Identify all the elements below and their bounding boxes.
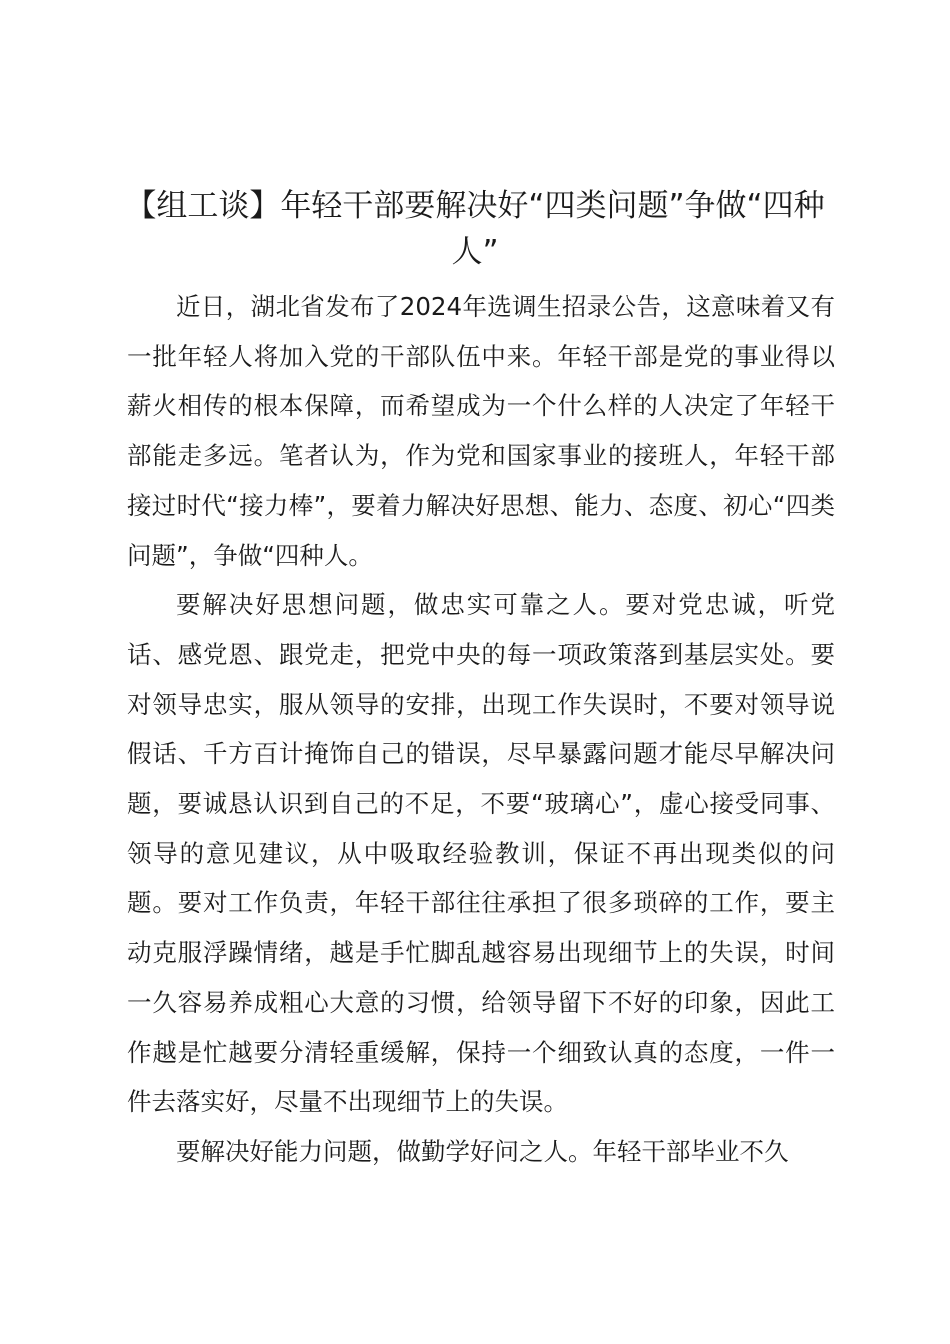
paragraph-intro: 近日，湖北省发布了2024年选调生招录公告，这意味着又有一批年轻人将加入党的干部队伍中来。年轻干部是党的事业得以薪火相传的根本保障，而希望成为一个什么样的人决定了年轻干部能走多远。笔者认为，作为党和国家事业的接班人，年轻干部接过时代“接力棒”，要着力解决好思想、能力、态度、初心“四类问题”，争做“四种人。	[127, 292, 835, 570]
document-body	[127, 282, 835, 1177]
document-title: 【组工谈】年轻干部要解决好“四类问题”争做“四种人”	[125, 188, 825, 270]
paragraph-ability-problem: 要解决好能力问题，做勤学好问之人。年轻干部毕业不久	[176, 1136, 789, 1166]
paragraph-thought-problem: 要解决好思想问题，做忠实可靠之人。要对党忠诚，听党话、感党恩、跟党走，把党中央的每一项政策落到基层实处。要对领导忠实，服从领导的安排，出现工作失误时，不要对领导说假话、千方百计掩饰自己的错误，尽早暴露问题才能尽早解决问题，要诚恳认识到自己的不足，不要“玻璃心”，虚心接受同事、领导的意见建议，从中吸取经验教训，保证不再出现类似的问题。要对工作负责，年轻干部往往承担了很多琐碎的工作，要主动克服浮躁情绪，越是手忙脚乱越容易出现细节上的失误，时间一久容易养成粗心大意的习惯，给领导留下不好的印象，因此工作越是忙越要分清轻重缓解，保持一个细致认真的态度，一件一件去落实好，尽量不出现细节上的失误。	[127, 590, 835, 1117]
